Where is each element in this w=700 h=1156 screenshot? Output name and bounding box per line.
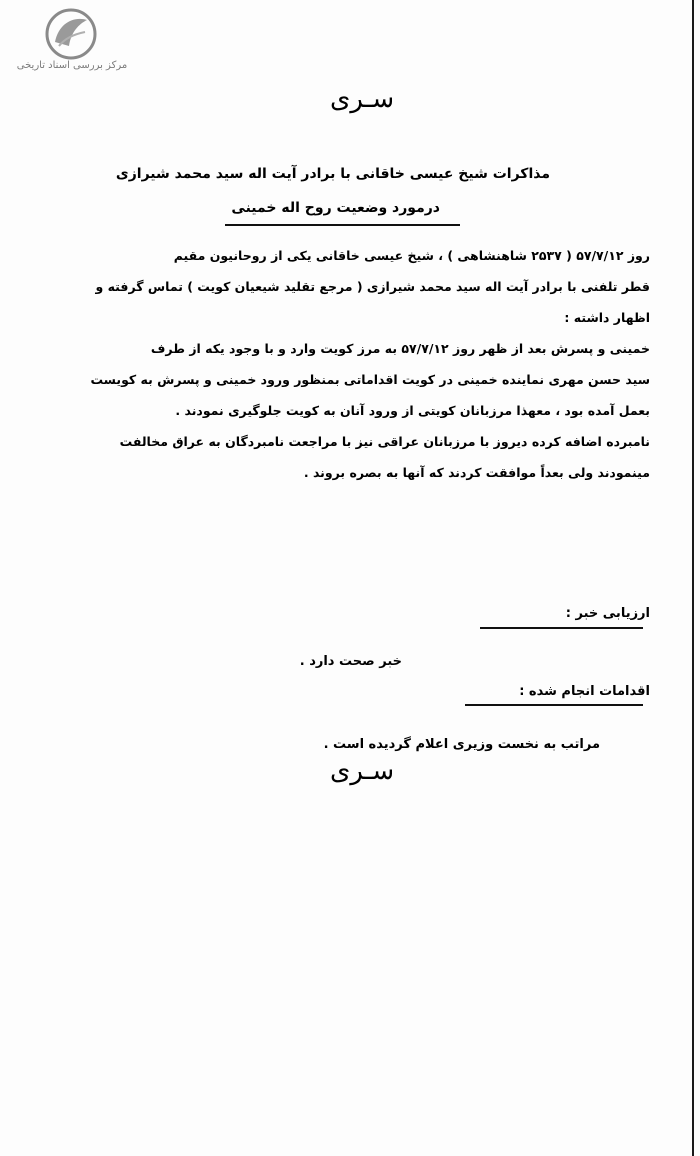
body-line: روز ۵۷/۷/۱۲ ( ۲۵۳۷ شاهنشاهی ) ، شیخ عیسی خاقانی یکی از روحانیون مقیم	[173, 248, 650, 263]
archive-logo	[8, 8, 136, 72]
document-title: مذاکرات شیخ عیسی خاقانی با برادر آیت اله سید محمد شیرازی	[115, 166, 550, 182]
evaluation-underline	[480, 627, 643, 629]
body-line: بعمل آمده بود ، معهذا مرزبانان کویتی از ورود آنان به کویت جلوگیری نمودند .	[175, 403, 650, 418]
body-line: اظهار داشته :	[564, 310, 650, 325]
subtitle-underline	[225, 224, 460, 226]
body-line: نامبرده اضافه کرده دیروز با مرزبانان عراقی نیز با مراجعت نامبردگان به عراق مخالفت	[119, 434, 650, 449]
news-validity: خبر صحت دارد .	[299, 654, 402, 669]
report-body	[40, 248, 650, 496]
archive-center-logo-icon	[41, 8, 101, 60]
document-subtitle: درمورد وضعیت روح اله خمینی	[231, 200, 440, 216]
actions-taken-label: اقدامات انجام شده :	[519, 684, 650, 699]
body-line: مینمودند ولی بعداً موافقت کردند که آنها به بصره بروند .	[303, 465, 650, 480]
classification-bottom: سـری	[330, 756, 395, 786]
archive-caption: مرکز بررسی اسناد تاریخی	[16, 60, 128, 71]
body-line: سید حسن مهری نماینده خمینی در کویت اقداماتی بمنظور ورود خمینی و پسرش به کویست	[90, 372, 650, 387]
classification-top: سـری	[330, 84, 395, 114]
actions-underline	[465, 704, 643, 706]
body-line: خمینی و پسرش بعد از ظهر روز ۵۷/۷/۱۲ به مرز کویت وارد و با وجود یکه از طرف	[150, 341, 650, 356]
referral-note: مراتب به نخست وزیری اعلام گردیده است .	[323, 737, 600, 752]
body-line: قطر تلفنی با برادر آیت اله سید محمد شیرازی ( مرجع تقلید شیعیان کویت ) تماس گرفته و	[95, 279, 650, 294]
page-edge-line	[692, 0, 694, 1156]
evaluation-label: ارزیابی خبر :	[565, 606, 650, 621]
